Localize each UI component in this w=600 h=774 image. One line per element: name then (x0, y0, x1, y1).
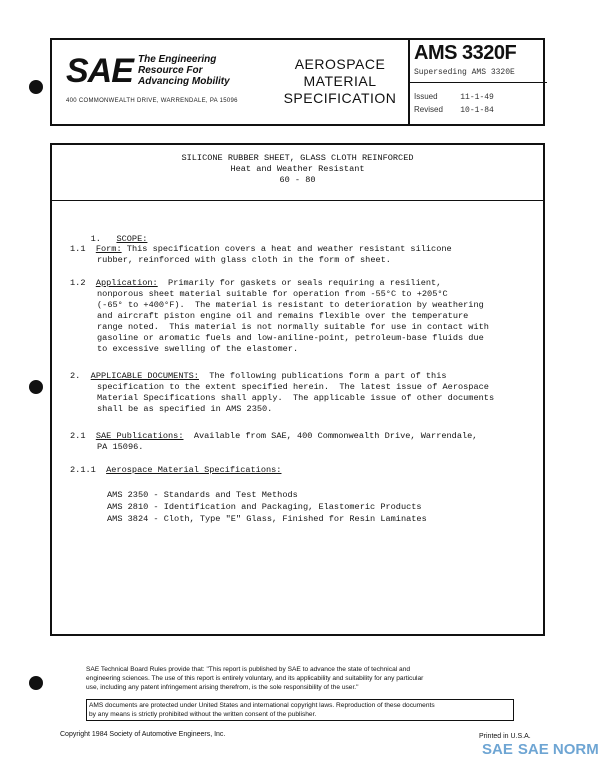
section-applicable-documents: 2. APPLICABLE DOCUMENTS: The following publications form a part of this (70, 371, 447, 381)
sae-address: 400 COMMONWEALTH DRIVE, WARRENDALE, PA 15096 (66, 98, 238, 104)
documents-line: Material Specifications shall apply. The applicable issue of other documents (97, 393, 495, 403)
application-line: (-65° to +400°F). The material is resistant to deterioration by weathering (97, 300, 484, 310)
document-type: AEROSPACE MATERIAL SPECIFICATION (283, 56, 397, 106)
documents-line: specification to the extent specified herein. The latest issue of Aerospace (97, 382, 489, 392)
binder-hole-top (29, 80, 43, 94)
board-rules-notice: SAE Technical Board Rules provide that: "This report is published by SAE to advance the state of technical and engineering sciences. The use of this report is entirely voluntary, and its applicability and suitability for any particular use, including any patent infringement arising therefrom, is the sole responsibility of the user." (86, 666, 424, 691)
section-form-cont: rubber, reinforced with glass cloth in the form of sheet. (97, 255, 391, 265)
section-sae-publications: 2.1 SAE Publications: Available from SAE, 400 Commonwealth Drive, Warrendale, (70, 431, 478, 441)
ams-list-item: AMS 2350 - Standards and Test Methods (107, 490, 298, 500)
spec-info-block (408, 40, 547, 126)
spec-number: AMS 3320F (414, 42, 517, 64)
issued-date: 11-1-49 (460, 93, 494, 102)
documents-line: shall be as specified in AMS 2350. (97, 404, 273, 414)
sae-tagline: The Engineering Resource For Advancing Mobility (138, 54, 230, 87)
ams-list-item: AMS 2810 - Identification and Packaging, Elastomeric Products (107, 502, 422, 512)
section-scope-heading: 1. SCOPE: (90, 234, 148, 244)
section-application: 1.2 Application: Primarily for gaskets or seals requiring a resilient, (70, 278, 442, 288)
printed-in: Printed in U.S.A. (479, 733, 531, 740)
copyright-line: Copyright 1984 Society of Automotive Engineers, Inc. (60, 731, 226, 738)
binder-hole-middle (29, 380, 43, 394)
sae-logo-block (52, 40, 270, 126)
application-line: nonporous sheet material suitable for operation from -55°C to +205°C (97, 289, 448, 299)
document-header (50, 38, 545, 126)
divider (410, 82, 547, 83)
sae-publications-cont: PA 15096. (97, 442, 144, 452)
superseding-note: Superseding AMS 3320E (414, 68, 515, 77)
revised-row: Revised 10-1-84 (414, 105, 494, 115)
application-line: gasoline or aromatic fuels and low-aniline-point, petroleum-base fluids due (97, 333, 484, 343)
sae-logo: SAE (66, 52, 133, 90)
specification-body (50, 143, 545, 636)
material-title: SILICONE RUBBER SHEET, GLASS CLOTH REINFORCED Heat and Weather Resistant 60 - 80 (52, 145, 543, 201)
issued-row: Issued 11-1-49 (414, 92, 494, 102)
binder-hole-bottom (29, 676, 43, 690)
application-line: range noted. This material is not normally suitable for use in contact with (97, 322, 489, 332)
application-line: to excessive swelling of the elastomer. (97, 344, 299, 354)
copyright-protection-notice: AMS documents are protected under United States and international copyright laws. Reproduction of these documents by any means is strictly prohibited without the written consent of the publisher. (86, 699, 514, 721)
sae-norm-watermark: SAE SAE NORM (482, 741, 599, 758)
section-ams-list-heading: 2.1.1 Aerospace Material Specifications: (70, 465, 282, 475)
application-line: and aircraft piston engine oil and remains flexible over the temperature (97, 311, 469, 321)
section-form: 1.1 Form: This specification covers a heat and weather resistant silicone (70, 244, 452, 254)
ams-list-item: AMS 3824 - Cloth, Type "E" Glass, Finished for Resin Laminates (107, 514, 427, 524)
revised-date: 10-1-84 (460, 106, 494, 115)
